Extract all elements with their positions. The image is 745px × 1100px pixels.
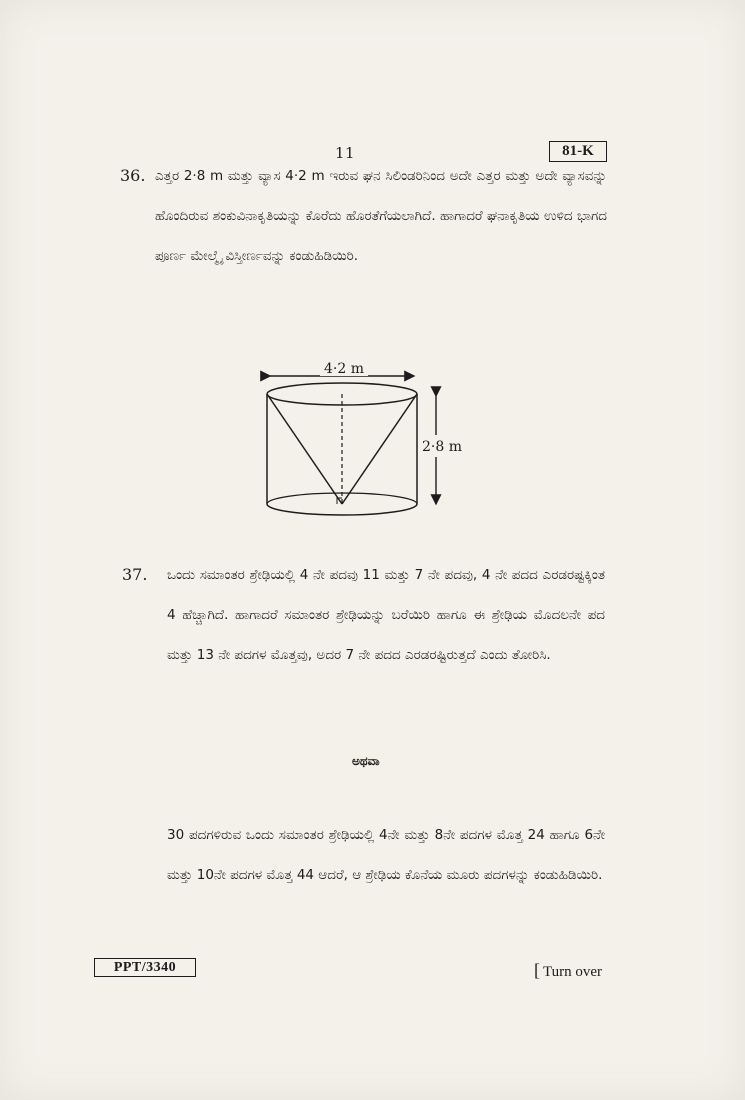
cylinder-bottom-front [267,504,417,515]
or-label: ಅಥವಾ [352,754,380,768]
height-label: 2·8 m [422,439,462,455]
question-36-number: 36. [120,166,146,185]
diameter-label: 4·2 m [324,361,364,377]
question-36-text: ಎತ್ತರ 2·8 m ಮತ್ತು ವ್ಯಾಸ 4·2 m ಇರುವ ಘನ ಸಿಲಿಂಡರಿನಿಂದ ಅದೇ ಎತ್ತರ ಮತ್ತು ಅದೇ ವ್ಯಾಸವನ್ನು ಹೊಂದಿರುವ ಶಂಕುವಿನಾಕೃತಿಯನ್ನು ಕೊರೆದು ಹೊರತೆಗೆಯಲಾಗಿದೆ. ಹಾಗಾದರೆ ಘನಾಕೃತಿಯ ಉಳಿದ ಭಾಗದ ಪೂರ್ಣ ಮೇಲ್ಮೈ ವಿಸ್ತೀರ್ಣವನ್ನು ಕಂಡುಹಿಡಿಯಿರಿ. [155,168,607,264]
cone-left-edge [267,394,342,504]
footer-code-box: PPT/3340 [94,958,196,977]
paper-code-box: 81-K [549,141,607,162]
cylinder-cone-diagram [250,352,490,524]
page-number: 11 [335,144,356,162]
turn-over-text: Turn over [543,964,603,980]
question-37-text: ಒಂದು ಸಮಾಂತರ ಶ್ರೇಢಿಯಲ್ಲಿ 4 ನೇ ಪದವು 11 ಮತ್ತು 7 ನೇ ಪದವು, 4 ನೇ ಪದದ ಎರಡರಷ್ಟಕ್ಕಿಂತ 4 ಹೆಚ್ಚಾಗಿದೆ. ಹಾಗಾದರೆ ಸಮಾಂತರ ಶ್ರೇಢಿಯನ್ನು ಬರೆಯಿರಿ ಹಾಗೂ ಈ ಶ್ರೇಢಿಯ ಮೊದಲನೇ ಪದ ಮತ್ತು 13 ನೇ ಪದಗಳ ಮೊತ್ತವು, ಅದರ 7 ನೇ ಪದದ ಎರಡರಷ್ಟಿರುತ್ತದೆ ಎಂದು ತೋರಿಸಿ. [167,567,605,663]
alternative-question-text: 30 ಪದಗಳಿರುವ ಒಂದು ಸಮಾಂತರ ಶ್ರೇಢಿಯಲ್ಲಿ 4ನೇ ಮತ್ತು 8ನೇ ಪದಗಳ ಮೊತ್ತ 24 ಹಾಗೂ 6ನೇ ಮತ್ತು 10ನೇ ಪದಗಳ ಮೊತ್ತ 44 ಆದರೆ, ಆ ಶ್ರೇಢಿಯ ಕೊನೆಯ ಮೂರು ಪದಗಳನ್ನು ಕಂಡುಹಿಡಿಯಿರಿ. [167,827,605,883]
cone-right-edge [342,394,417,504]
question-37-number: 37. [122,565,148,584]
turn-over-label: [ Turn over [534,960,603,980]
